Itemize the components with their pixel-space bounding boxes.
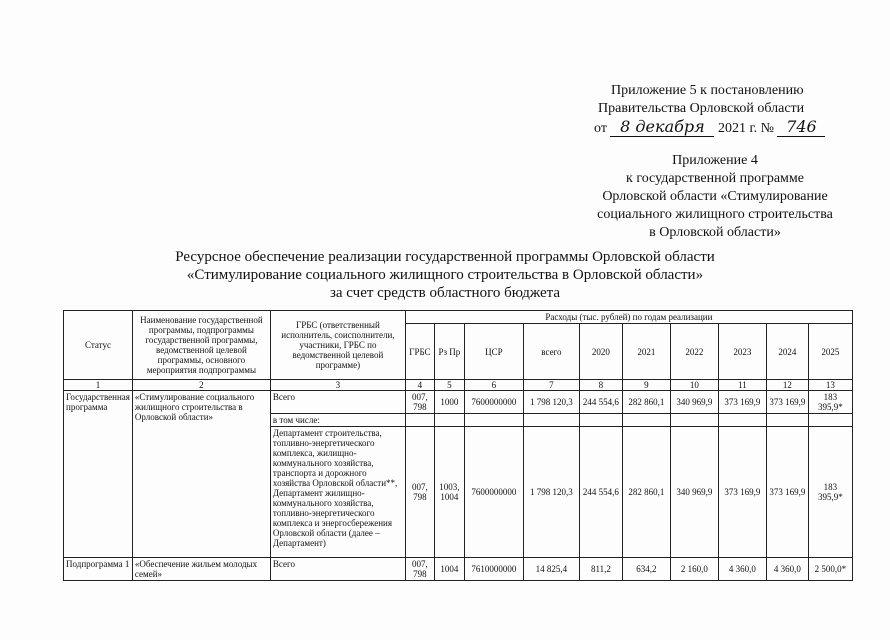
row-grbs-full: Всего [270, 391, 405, 414]
row-grbs: 007, 798 [405, 391, 434, 414]
col-number: 6 [464, 380, 523, 391]
appendix4-line1: Приложение 4 [672, 153, 758, 168]
row-2023: 4 360,0 [718, 558, 766, 581]
appendix4-line5: в Орловской области» [649, 225, 781, 240]
row-2021: 634,2 [622, 558, 670, 581]
row-total: 1 798 120,3 [523, 427, 579, 558]
row-name: «Стимулирование социального жилищного строительства в Орловской области» [132, 391, 270, 558]
row-2023: 373 169,9 [718, 427, 766, 558]
title-line1: Ресурсное обеспечение реализации государственной программы Орловской области [175, 249, 715, 265]
row-2023: 373 169,9 [718, 391, 766, 414]
row-status: Подпрограмма 1 [64, 558, 133, 581]
row-2025: 183 395,9* [808, 427, 852, 558]
row-2020: 811,2 [579, 558, 622, 581]
row-2021: 282 860,1 [622, 427, 670, 558]
col-number: 9 [622, 380, 670, 391]
row-grbs-full: в том числе: [270, 414, 405, 427]
header-total: всего [523, 324, 579, 380]
row-rzpr: 1004 [434, 558, 464, 581]
col-number: 8 [579, 380, 622, 391]
col-number: 11 [718, 380, 766, 391]
row-status: Государственная программа [64, 391, 133, 558]
row-2024: 373 169,9 [766, 427, 808, 558]
row-2022: 2 160,0 [670, 558, 718, 581]
row-name: «Обеспечение жильем молодых семей» [132, 558, 270, 581]
row-total: 14 825,4 [523, 558, 579, 581]
header-name: Наименование государственной программы, подпрограммы государственной программы, ведомственной целевой программы, основного мероприятия подпрограммы [132, 311, 270, 380]
header-2023: 2023 [718, 324, 766, 380]
title-line3: за счет средств областного бюджета [329, 285, 561, 301]
year-text: 2021 г. № [717, 121, 774, 136]
appendix5-date-line [594, 118, 825, 138]
document-title [0, 248, 890, 302]
header-grbs-full: ГРБС (ответственный исполнитель, соисполнители, участники, ГРБС по ведомственной целевой программе) [270, 311, 405, 380]
appendix5-line2: Правительства Орловской области [598, 101, 805, 116]
row-2022: 340 969,9 [670, 427, 718, 558]
row-2021: 282 860,1 [622, 391, 670, 414]
from-label: от [594, 121, 607, 136]
appendix4-line4: социального жилищного строительства [597, 207, 833, 222]
row-total: 1 798 120,3 [523, 391, 579, 414]
col-number: 4 [405, 380, 434, 391]
resource-table [63, 310, 853, 581]
appendix4-block [580, 152, 850, 242]
row-2024: 373 169,9 [766, 391, 808, 414]
row-2020: 244 554,6 [579, 391, 622, 414]
row-grbs-full: Всего [270, 558, 405, 581]
header-2020: 2020 [579, 324, 622, 380]
row-csr: 7600000000 [464, 427, 523, 558]
row-grbs: 007, 798 [405, 558, 434, 581]
col-number: 5 [434, 380, 464, 391]
header-2025: 2025 [808, 324, 852, 380]
row-2025: 2 500,0* [808, 558, 852, 581]
col-number: 12 [766, 380, 808, 391]
row-csr: 7610000000 [464, 558, 523, 581]
col-number: 2 [132, 380, 270, 391]
appendix4-line3: Орловской области «Стимулирование [602, 189, 828, 204]
col-number: 10 [670, 380, 718, 391]
appendix4-line2: к государственной программе [626, 171, 804, 186]
row-grbs: 007, 798 [405, 427, 434, 558]
header-grbs: ГРБС [405, 324, 434, 380]
header-2021: 2021 [622, 324, 670, 380]
header-status: Статус [64, 311, 133, 380]
column-number-row [64, 380, 853, 391]
row-rzpr: 1003, 1004 [434, 427, 464, 558]
col-number: 3 [270, 380, 405, 391]
row-rzpr: 1000 [434, 391, 464, 414]
col-number: 7 [523, 380, 579, 391]
header-2022: 2022 [670, 324, 718, 380]
title-line2: «Стимулирование социального жилищного строительства в Орловской области» [186, 267, 704, 283]
row-2024: 4 360,0 [766, 558, 808, 581]
table-row [64, 558, 853, 581]
table-row [64, 391, 853, 414]
row-2020: 244 554,6 [579, 427, 622, 558]
appendix5-line1: Приложение 5 к постановлению [611, 83, 804, 98]
handwritten-date: 8 декабря [610, 118, 714, 137]
handwritten-number: 746 [777, 118, 825, 137]
row-csr: 7600000000 [464, 391, 523, 414]
header-rzpr: Рз Пр [434, 324, 464, 380]
row-grbs-full: Департамент строительства, топливно-энергетического комплекса, жилищно-коммунального хозяйства, транспорта и дорожного хозяйства Орловской области**, Департамент жилищно-коммунального хозяйства, топливно-энергетического комплекса и энергосбережения Орловской области (далее – Департамент) [270, 427, 405, 558]
col-number: 1 [64, 380, 133, 391]
header-expenses: Расходы (тыс. рублей) по годам реализации [405, 311, 852, 324]
col-number: 13 [808, 380, 852, 391]
header-2024: 2024 [766, 324, 808, 380]
row-2025: 183 395,9* [808, 391, 852, 414]
header-csr: ЦСР [464, 324, 523, 380]
row-2022: 340 969,9 [670, 391, 718, 414]
